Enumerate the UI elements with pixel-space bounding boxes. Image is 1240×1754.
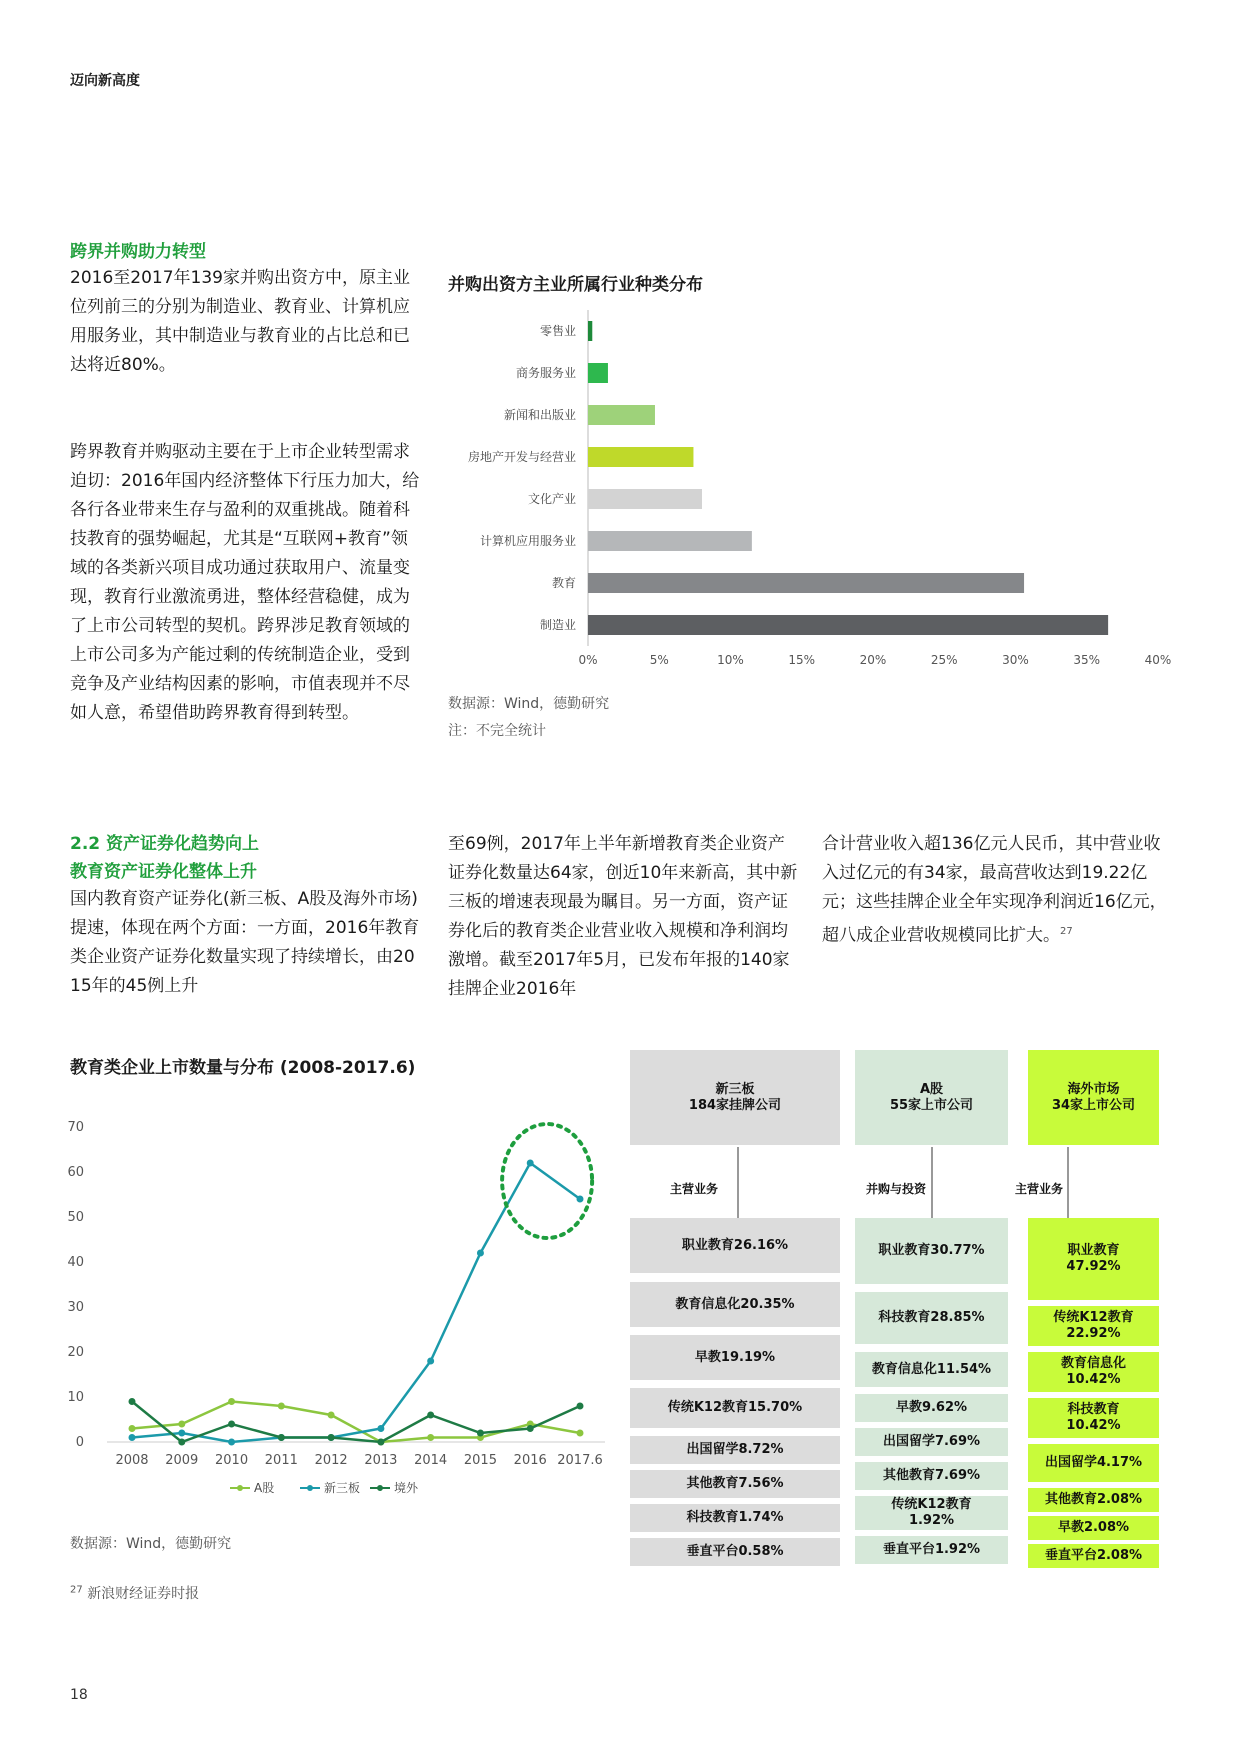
paragraph-col1: 国内教育资产证券化(新三板、A股及海外市场)提速，体现在两个方面：一方面，2016年教育类企业资产证券化数量实现了持续增长，由2015年的45例上升 [70,889,420,996]
bar-3 [588,447,693,467]
series-point [129,1425,136,1432]
paragraph-ma-drivers: 跨界教育并购驱动主要在于上市企业转型需求迫切：2016年国内经济整体下行压力加大，给各行各业带来生存与盈利的双重挑战。随着科技教育的强势崛起，尤其是“互联网+教育”领域的各类新兴项目成功通过获取用户、流量变现，教育行业激流勇进，整体经营稳健，成为了上市公司转型的契机。跨界涉足教育领域的上市公司多为产能过剩的传统制造企业，受到竞争及产业结构因素的影响，市值表现并不尽如人意，希望借助跨界教育得到转型。 [70,442,420,723]
hw-item: 垂直平台2.08% [1028,1544,1159,1568]
paragraph-col3 [822,830,1174,951]
hw-item: 其他教育2.08% [1028,1488,1159,1512]
ag-item: 教育信息化11.54% [855,1352,1008,1387]
ag-item: 早教9.62% [855,1394,1008,1422]
line-x-tick: 2011 [264,1453,298,1468]
bar-6 [588,573,1024,593]
legend-marker [307,1485,313,1491]
bar-category-label: 文化产业 [527,492,576,506]
series-point [477,1430,484,1437]
bar-chart [448,300,1178,680]
bar-category-label: 房地产开发与经营业 [467,450,576,464]
bar-category-label: 制造业 [539,618,576,632]
ag-item: 垂直平台1.92% [855,1536,1008,1564]
series-point [178,1430,185,1437]
legend-marker [377,1485,383,1491]
series-point [328,1434,335,1441]
paragraph-col3-text: 合计营业收入超136亿元人民币，其中营业收入过亿元的有34家，最高营收达到19.22亿元；这些挂牌企业全年实现净利润近16亿元，超八成企业营收规模同比扩大。 [822,834,1167,946]
bar-x-tick: 10% [717,653,744,667]
page-number: 18 [70,1687,88,1703]
hw-item: 传统K12教育 22.92% [1028,1306,1159,1346]
series-line-1 [132,1163,580,1442]
hw-item: 教育信息化 10.42% [1028,1352,1159,1392]
bar-0 [588,321,592,341]
line-x-tick: 2016 [513,1453,547,1468]
line-x-tick: 2010 [215,1453,249,1468]
footnote-text: 新浪财经证券时报 [87,1586,200,1602]
series-point [228,1439,235,1446]
footnote [70,1583,199,1603]
series-point [129,1398,136,1405]
bar-category-label: 新闻和出版业 [503,408,576,422]
line-y-tick: 20 [67,1345,84,1360]
section-heading-cross-border-ma: 跨界并购助力转型 [70,242,206,262]
xsb-item: 早教19.19% [630,1335,840,1380]
ag-item: 科技教育28.85% [855,1292,1008,1344]
subheading-securitization: 教育资产证券化整体上升 [70,862,257,882]
line-x-tick: 2017.6 [557,1453,603,1468]
bar-x-tick: 15% [788,653,816,667]
hw-item: 出国留学4.17% [1028,1444,1159,1482]
bar-x-tick: 0% [578,653,598,667]
market-distribution-diagram [630,1050,1175,1563]
line-y-tick: 70 [67,1120,84,1135]
footnote-ref: 27 [1060,926,1073,937]
bar-5 [588,531,752,551]
series-line-2 [132,1402,580,1443]
line-y-tick: 40 [67,1255,84,1270]
line-y-tick: 50 [67,1210,84,1225]
paragraph-col2: 至69例，2017年上半年新增教育类企业资产证券化数量达64家，创近10年来新高，其中新三板的增速表现最为瞩目。另一方面，资产证券化后的教育类企业营业收入规模和净利润均激增。截至2017年5月，已发布年报的140家挂牌企业2016年 [448,834,798,999]
page-header: 迈向新高度 [70,73,140,89]
ag-item: 传统K12教育 1.92% [855,1496,1008,1530]
line-chart-svg [60,1090,620,1510]
line-y-tick: 60 [67,1165,84,1180]
xsb-item: 其他教育7.56% [630,1470,840,1498]
xsb-item: 职业教育26.16% [630,1218,840,1273]
legend-label: 境外 [394,1481,419,1495]
bar-x-tick: 35% [1073,653,1101,667]
series-point [427,1434,434,1441]
series-point [527,1425,534,1432]
hw-item: 科技教育 10.42% [1028,1398,1159,1438]
bar-chart-source: 数据源：Wind，德勤研究 [448,696,610,712]
bar-category-label: 教育 [551,576,576,590]
xsb-item: 垂直平台0.58% [630,1538,840,1566]
line-x-tick: 2013 [364,1453,398,1468]
hw-flow-label: 主营业务 [1015,1182,1064,1196]
xsb-item: 教育信息化20.35% [630,1282,840,1327]
series-point [477,1250,484,1257]
legend-marker [237,1485,243,1491]
xsb-item: 传统K12教育15.70% [630,1388,840,1428]
bar-x-tick: 5% [649,653,669,667]
ag-item: 其他教育7.69% [855,1462,1008,1490]
series-point [377,1425,384,1432]
bar-category-label: 计算机应用服务业 [479,534,576,548]
hw-item: 职业教育 47.92% [1028,1218,1159,1300]
hw-item: 早教2.08% [1028,1516,1159,1540]
series-point [427,1358,434,1365]
line-x-tick: 2009 [165,1453,199,1468]
ag-header: A股 55家上市公司 [855,1050,1008,1145]
series-point [377,1439,384,1446]
series-point [178,1421,185,1428]
bar-x-tick: 40% [1144,653,1172,667]
ag-item: 职业教育30.77% [855,1218,1008,1284]
series-point [278,1403,285,1410]
xsb-item: 科技教育1.74% [630,1504,840,1532]
ag-flow-label: 并购与投资 [866,1182,927,1196]
xsb-flow-label: 主营业务 [670,1182,719,1196]
bar-x-tick: 20% [859,653,887,667]
line-x-tick: 2015 [463,1453,497,1468]
bar-4 [588,489,702,509]
paragraph-ma-intro: 2016至2017年139家并购出资方中，原主业位列前三的分别为制造业、教育业、计算机应用服务业，其中制造业与教育业的占比总和已达将近80%。 [70,268,410,375]
series-point [228,1421,235,1428]
series-point [427,1412,434,1419]
section-heading-securitization: 2.2 资产证券化趋势向上 [70,834,260,854]
bar-chart-note: 注：不完全统计 [448,723,546,739]
series-point [278,1434,285,1441]
bar-2 [588,405,655,425]
series-point [577,1403,584,1410]
line-x-tick: 2014 [414,1453,448,1468]
hw-header: 海外市场 34家上市公司 [1028,1050,1159,1145]
line-chart-title: 教育类企业上市数量与分布 (2008-2017.6) [70,1058,416,1078]
bar-x-tick: 30% [1002,653,1029,667]
highlight-ellipse [502,1124,592,1238]
series-point [577,1430,584,1437]
line-chart-source: 数据源：Wind，德勤研究 [70,1536,232,1552]
series-point [228,1398,235,1405]
bar-chart-title: 并购出资方主业所属行业种类分布 [448,275,703,295]
line-x-tick: 2012 [314,1453,348,1468]
legend-label: A股 [254,1481,275,1495]
bar-7 [588,615,1108,635]
bar-1 [588,363,608,383]
line-chart [60,1090,620,1510]
line-x-tick: 2008 [115,1453,149,1468]
xsb-item: 出国留学8.72% [630,1436,840,1464]
line-y-tick: 30 [67,1300,84,1315]
ag-item: 出国留学7.69% [855,1428,1008,1456]
legend-label: 新三板 [324,1481,361,1495]
bar-chart-svg [448,300,1178,680]
series-point [328,1412,335,1419]
line-y-tick: 10 [67,1390,84,1405]
bar-category-label: 零售业 [539,324,576,338]
xsb-header: 新三板 184家挂牌公司 [630,1050,840,1145]
bar-category-label: 商务服务业 [515,366,576,380]
series-point [577,1196,584,1203]
line-y-tick: 0 [75,1435,84,1450]
series-point [178,1439,185,1446]
series-point [129,1434,136,1441]
bar-x-tick: 25% [930,653,958,667]
footnote-number: 27 [70,1584,83,1596]
series-point [527,1160,534,1167]
